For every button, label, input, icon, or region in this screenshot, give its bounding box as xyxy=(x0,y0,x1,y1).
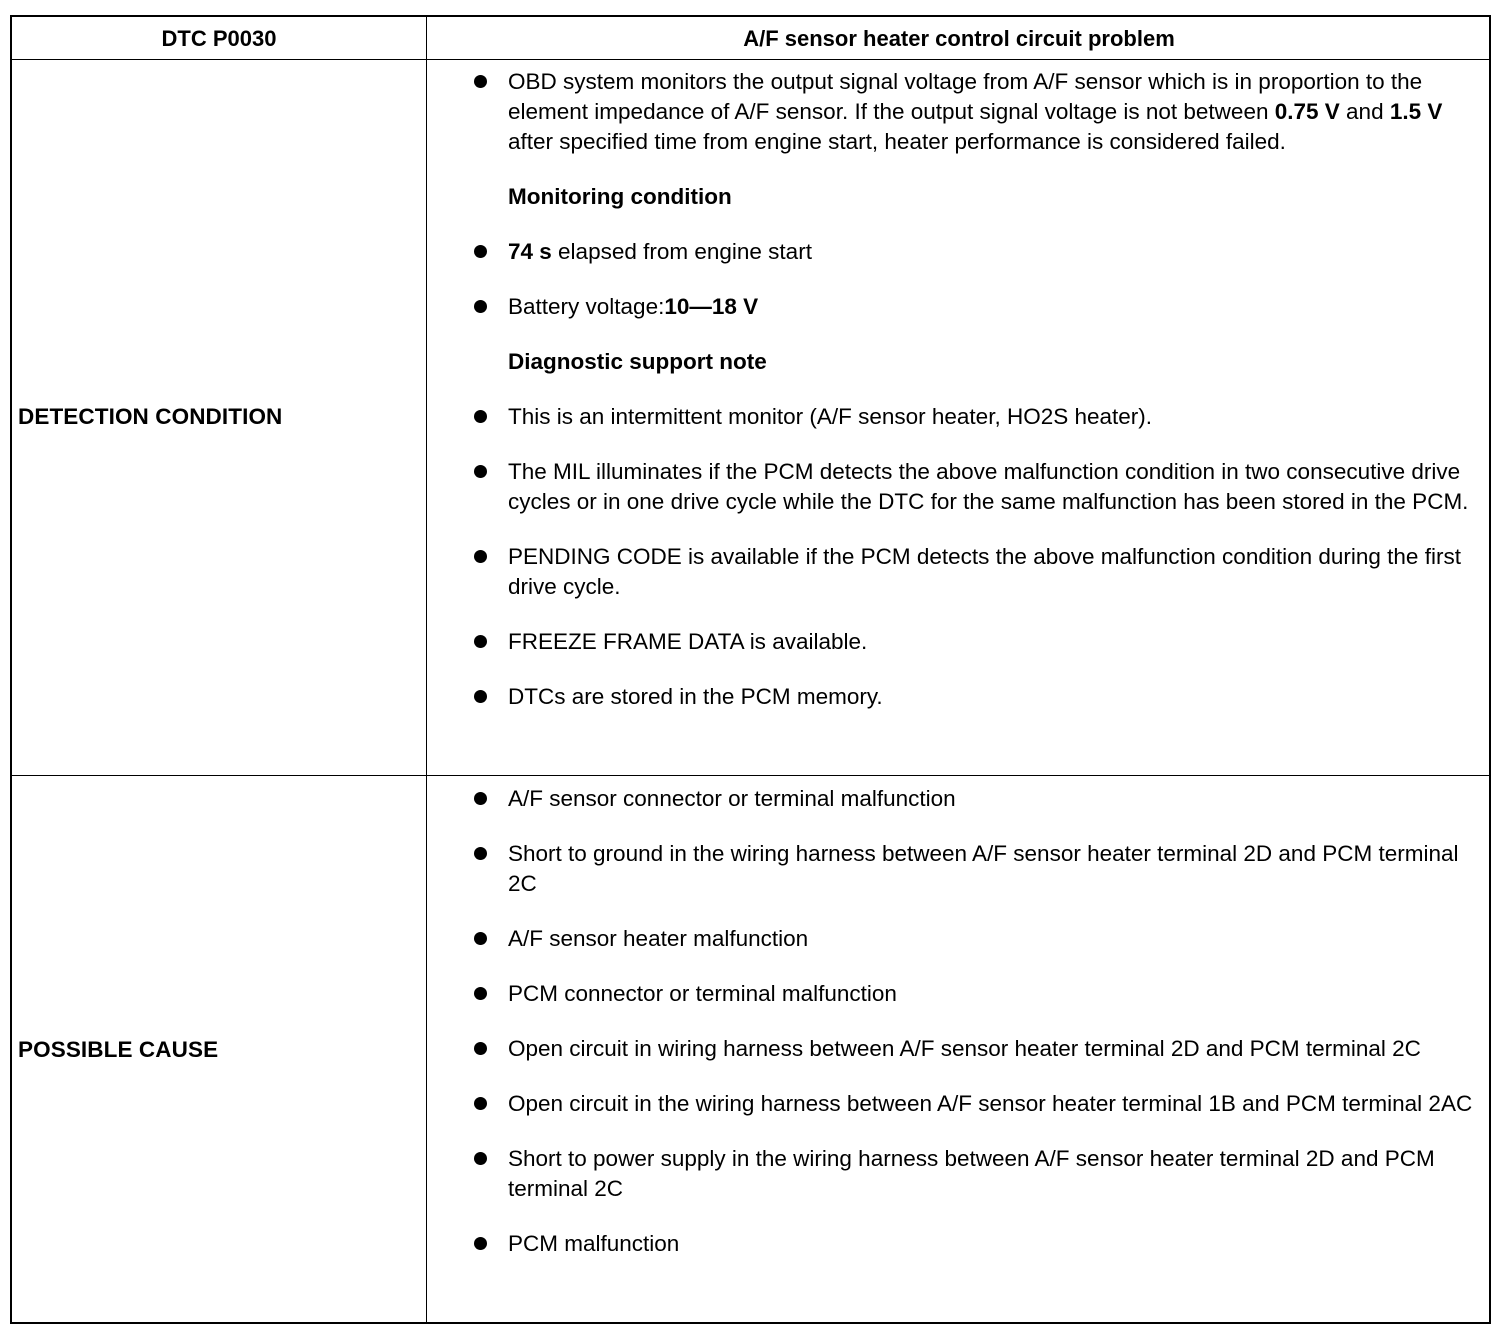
detection-condition-content xyxy=(467,67,1477,737)
list-item xyxy=(467,979,1477,1009)
list-item xyxy=(467,784,1477,814)
bullet-icon xyxy=(474,410,487,423)
bullet-icon xyxy=(474,1237,487,1250)
monitoring-condition-heading: Monitoring condition xyxy=(508,184,732,209)
bullet-icon xyxy=(474,1152,487,1165)
possible-cause-text: A/F sensor connector or terminal malfunction xyxy=(508,786,956,811)
support-note-text: FREEZE FRAME DATA is available. xyxy=(508,629,868,654)
support-note-text: This is an intermittent monitor (A/F sensor heater, HO2S heater). xyxy=(508,404,1153,429)
list-item xyxy=(467,1144,1477,1204)
dtc-table xyxy=(10,15,1491,1324)
monitoring-condition-text: Battery voltage:10—18 V xyxy=(508,294,759,319)
column-divider xyxy=(426,17,427,1322)
list-item xyxy=(467,237,1477,267)
possible-cause-text: Open circuit in wiring harness between A/F sensor heater terminal 2D and PCM terminal 2C xyxy=(508,1036,1421,1061)
header-dtc-code: DTC P0030 xyxy=(161,26,277,51)
bullet-icon xyxy=(474,690,487,703)
bullet-icon xyxy=(474,987,487,1000)
possible-cause-text: Short to power supply in the wiring harness between A/F sensor heater terminal 2D and PCM terminal 2C xyxy=(508,1146,1435,1201)
bullet-icon xyxy=(474,792,487,805)
list-item xyxy=(467,924,1477,954)
possible-cause-text: PCM connector or terminal malfunction xyxy=(508,981,897,1006)
bullet-icon xyxy=(474,1097,487,1110)
bullet-icon xyxy=(474,300,487,313)
list-item xyxy=(467,1089,1477,1119)
bullet-icon xyxy=(474,245,487,258)
list-item xyxy=(467,627,1477,657)
possible-cause-text: PCM malfunction xyxy=(508,1231,680,1256)
bullet-icon xyxy=(474,1042,487,1055)
list-item xyxy=(467,457,1477,517)
list-item xyxy=(467,682,1477,712)
list-item xyxy=(467,67,1477,157)
possible-cause-content xyxy=(467,784,1477,1284)
list-item xyxy=(467,542,1477,602)
list-item xyxy=(467,839,1477,899)
list-item xyxy=(467,402,1477,432)
support-note-text: PENDING CODE is available if the PCM detects the above malfunction condition during the first drive cycle. xyxy=(508,544,1461,599)
possible-cause-list xyxy=(467,784,1477,1259)
bullet-icon xyxy=(474,465,487,478)
list-item xyxy=(467,292,1477,322)
bullet-icon xyxy=(474,550,487,563)
support-note-text: DTCs are stored in the PCM memory. xyxy=(508,684,883,709)
monitoring-condition-list xyxy=(467,237,1477,322)
possible-cause-label: POSSIBLE CAUSE xyxy=(18,1037,219,1062)
row-divider xyxy=(12,775,1489,776)
support-note-text: The MIL illuminates if the PCM detects the above malfunction condition in two consecutive drive cycles or in one drive cycle while the DTC for the same malfunction has been stored in the PCM. xyxy=(508,459,1469,514)
bullet-icon xyxy=(474,635,487,648)
possible-cause-text: Short to ground in the wiring harness between A/F sensor heater terminal 2D and PCM terminal 2C xyxy=(508,841,1459,896)
bullet-icon xyxy=(474,932,487,945)
list-item xyxy=(467,1229,1477,1259)
header-dtc-description: A/F sensor heater control circuit problem xyxy=(743,26,1175,51)
possible-cause-text: A/F sensor heater malfunction xyxy=(508,926,809,951)
possible-cause-text: Open circuit in the wiring harness between A/F sensor heater terminal 1B and PCM terminal 2AC xyxy=(508,1091,1473,1116)
detection-intro-text: OBD system monitors the output signal voltage from A/F sensor which is in proportion to the element impedance of A/F sensor. If the output signal voltage is not between 0.75 V and 1.5 V after specified time from engine start, heater performance is considered failed. xyxy=(508,69,1443,154)
detection-condition-label: DETECTION CONDITION xyxy=(18,404,283,429)
bullet-icon xyxy=(474,847,487,860)
monitoring-condition-text: 74 s elapsed from engine start xyxy=(508,239,812,264)
list-item xyxy=(467,1034,1477,1064)
bullet-icon xyxy=(474,75,487,88)
diagnostic-support-list xyxy=(467,402,1477,712)
diagnostic-support-note-heading: Diagnostic support note xyxy=(508,349,767,374)
